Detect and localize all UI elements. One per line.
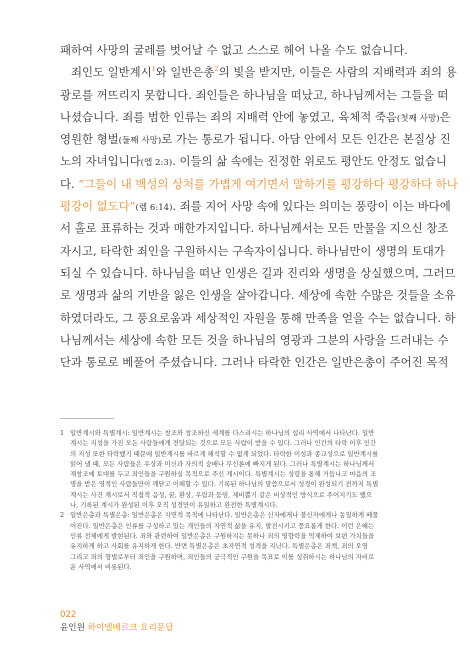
body-line bbox=[60, 39, 418, 61]
footnote-line: 나, 기록된 계시가 완성된 이후 오직 성경만이 유일하고 완전한 특별계시다. bbox=[70, 501, 278, 510]
text-run: 서 홀로 표류하는 것과 매한가지입니다. 하나님께서는 모든 만물을 지으신 창조 bbox=[60, 221, 449, 236]
footnote-marker[interactable]: 1 bbox=[151, 65, 156, 74]
text-run: . 죄를 지어 사망 속에 있다는 의미는 풍랑이 이는 바다에 bbox=[172, 199, 451, 214]
footnotes bbox=[60, 428, 418, 572]
text-run: (첫째 사망) bbox=[396, 113, 440, 124]
footnote-item bbox=[60, 510, 418, 572]
footer-author: 윤인원 bbox=[60, 623, 85, 633]
body-line bbox=[60, 61, 457, 83]
footnote-line: 일반은총과 특별은총: 일반은총은 자연적 목적에 나타난다. 일반은총은 신자에게나 불신자에게나 동일하게 베풀 bbox=[70, 511, 379, 520]
footnote-line: 어진다. 일반은총은 인류를 구성하고 있는 개인들의 자연적 삶을 유지, 발전시키고 풍요롭게 한다. 이런 은혜는 bbox=[70, 521, 375, 530]
scripture-quote: 평강이 없도다” bbox=[60, 199, 136, 214]
text-run: 죄인도 일반계시 bbox=[71, 65, 152, 80]
footnote-line: 명을 받은 영적인 사람들만이 깨닫고 이해할 수 있다. 기록된 하나님의 말씀으로서 성경이 완성되기 전까지 특별 bbox=[70, 480, 379, 489]
text-run: 나님께서는 세상에 속한 모든 것을 하나님의 영광과 그분의 사랑을 드러내는 수 bbox=[60, 332, 449, 347]
text-run: 되실 수 있습니다. 하나님을 떠난 인생은 길과 진리와 생명을 상실했으며, 그러므 bbox=[60, 265, 456, 280]
text-run: 광로를 꺼뜨리지 못합니다. 죄인들은 하나님을 떠났고, 하나님께서는 그들을 떠 bbox=[60, 87, 449, 102]
text-run: (렘 6:14) bbox=[135, 203, 173, 214]
text-run: 자시고, 타락한 죄인을 구원하시는 구속자이십니다. 하나님만이 생명의 토대가 bbox=[60, 243, 445, 258]
body-line bbox=[60, 284, 456, 306]
page-number: 022 bbox=[60, 610, 77, 620]
footnote-line: 운 사역에서 비롯된다. bbox=[70, 562, 132, 571]
text-run: (엡 2:3) bbox=[140, 158, 173, 169]
footnote-line: 일반계시와 특별계시: 일반계시는 창조와 창조하신 세계를 다스리시는 하나님의 섭리 사역에서 나타난다. 일반 bbox=[70, 429, 375, 437]
body-line bbox=[60, 329, 449, 351]
footnote-line: 재창조에 토대를 두고 죄인들을 구원하실 목적으로 주신 계시이다. 특별계시는 성령을 통해 거듭나고 마음의 조 bbox=[70, 470, 377, 479]
scripture-quote: “그들이 내 백성의 상처를 가볍게 여기면서 말하기를 평강하다 평강하다 하나 bbox=[78, 176, 458, 191]
footnote-item bbox=[60, 428, 418, 510]
body-line bbox=[60, 128, 451, 150]
text-run: 패하여 사망의 굴레를 벗어날 수 없고 스스로 헤어 나올 수도 없습니다. bbox=[60, 43, 408, 57]
text-run: 와 일반은총 bbox=[155, 65, 215, 80]
body-text bbox=[60, 39, 458, 373]
running-footer bbox=[60, 622, 173, 634]
body-line bbox=[60, 217, 449, 239]
footnote-number: 1 bbox=[60, 429, 65, 437]
text-run: 의 빛을 받지만, 이들은 사람의 지배력과 죄의 용 bbox=[218, 65, 457, 80]
footnote-divider bbox=[60, 418, 114, 419]
text-run: 나셨습니다. 죄를 범한 인류는 죄의 지배력 안에 놓였고, 육체적 죽음 bbox=[60, 109, 397, 124]
text-run: 하였더라도, 그 풍요로움과 세상적인 자원을 통해 만족을 얻을 수는 없습니다. 하 bbox=[60, 310, 456, 325]
text-run: 영원한 형벌 bbox=[60, 132, 119, 147]
body-line bbox=[60, 173, 458, 195]
text-run: 은 bbox=[439, 109, 451, 124]
footnote-line: 읽어 낼 때, 모든 사람들은 우상과 미신과 자의적 숭배나 무신론에 빠지게 된다. 그러나 특별계시는 하나님께서 bbox=[70, 459, 375, 468]
footnote-line: 유지하게 하고 사회를 유지하게 한다. 반면 특별은총은 초자연적 성격을 지닌다. 특별은총은 죄책, 죄의 오염 bbox=[70, 542, 368, 551]
footnote-line: 계시는 사건 계시로서 직접적 음성, 꿈, 환상, 우림과 둠밈, 제비뽑기 같은 비상적인 방식으로 주어지기도 했으 bbox=[70, 490, 373, 499]
footnote-line: 의 지성 또한 타락했기 때문에 일반계시를 바르게 해석할 수 없게 되었다. 타락한 이성과 종교성으로 일반계시를 bbox=[70, 449, 379, 458]
footnote-line: 그리고 죄의 형벌로부터 죄인을 구원하며, 죄인들의 궁극적인 구원을 목표로 이를 성취하시는 하나님의 자비로 bbox=[70, 552, 375, 561]
body-line bbox=[60, 307, 456, 329]
footer-book-title: 하이델베르크 요리문답 bbox=[87, 623, 174, 633]
body-line bbox=[60, 150, 447, 172]
text-run: 다. bbox=[60, 176, 79, 191]
footnote-line: 인류 전체에게 발현된다. 죄와 관련하여 일반은총은 구원하지는 못하나 죄의 영향력을 억제하여 보편 가치들을 bbox=[70, 531, 375, 540]
text-run: 로 가는 통로가 됩니다. 아담 안에서 모든 인간은 본질상 진 bbox=[161, 132, 451, 147]
footnote-line: 계시는 지성을 가진 모든 사람들에게 전달되는 것으로 모든 사람이 받을 수 있다. 그러나 인간의 타락 이후 인간 bbox=[70, 439, 377, 448]
text-run: (둘째 사망) bbox=[118, 136, 162, 147]
body-line bbox=[60, 240, 445, 262]
text-run: . 이들의 삶 속에는 진정한 위로도 평안도 안정도 없습니 bbox=[172, 154, 447, 169]
text-run: 노의 자녀입니다 bbox=[60, 154, 141, 169]
text-run: 로 생명과 삶의 기반을 잃은 인생을 살아갑니다. 세상에 속한 수많은 것들을 소유 bbox=[60, 288, 456, 303]
body-line bbox=[60, 351, 449, 373]
footnote-marker[interactable]: 2 bbox=[214, 65, 219, 74]
body-line bbox=[60, 195, 451, 217]
footnote-number: 2 bbox=[60, 511, 65, 520]
body-line bbox=[60, 262, 456, 284]
body-line bbox=[60, 106, 451, 128]
body-line bbox=[60, 84, 449, 106]
text-run: 단과 통로로 베풀어 주셨습니다. 그러나 타락한 인간은 일반은총이 주어진 목적 bbox=[60, 355, 449, 370]
